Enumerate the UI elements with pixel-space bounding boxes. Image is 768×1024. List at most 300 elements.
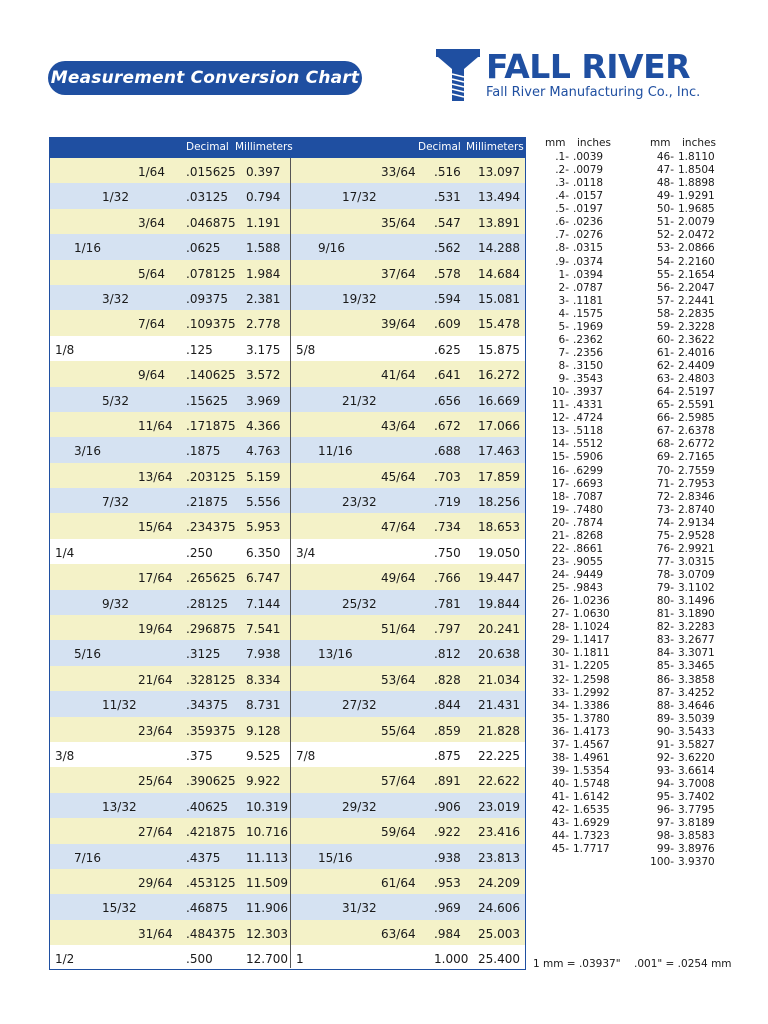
mm-value: 77- <box>656 555 674 568</box>
inch-value: 1.8110 <box>678 151 715 163</box>
left-mm-cell: 12.700 <box>246 952 288 967</box>
mm-value: 28- <box>551 621 569 634</box>
inch-value: 1.1417 <box>573 634 610 647</box>
mm-conversion-row <box>533 634 613 647</box>
mm-conversion-row <box>638 216 718 229</box>
header-mm-right: Millimeters <box>466 141 524 153</box>
table-row <box>50 691 525 716</box>
right-f64-cell: 45/64 <box>381 469 416 484</box>
brand-name: FALL RIVER <box>486 47 691 86</box>
mm-value: 42- <box>551 804 569 817</box>
inch-value: .0236 <box>573 216 604 229</box>
table-row <box>50 869 525 894</box>
mm-conversion-row <box>638 295 718 308</box>
inch-value: 3.5827 <box>678 738 715 751</box>
mm-value: .4- <box>555 190 569 203</box>
mm-conversion-row <box>638 804 718 817</box>
inch-value: .0118 <box>573 177 604 190</box>
mm-conversion-row <box>638 347 718 360</box>
inch-value: 1.4173 <box>573 725 610 738</box>
mm-conversion-row <box>638 634 718 647</box>
mm-conversion-row <box>533 752 613 765</box>
mm-conversion-row <box>533 164 613 177</box>
left-dec-cell: .109375 <box>186 317 236 332</box>
inch-value: 1.0630 <box>573 608 610 621</box>
inch-value: 1.1024 <box>573 621 610 634</box>
mm-conversion-row <box>638 517 718 530</box>
mm-value: 5- <box>558 320 569 333</box>
mm-conversion-row <box>533 308 613 321</box>
inch-value: 2.3622 <box>678 333 715 346</box>
inch-value: 1.6535 <box>573 804 610 817</box>
mm-conversion-row <box>533 216 613 229</box>
left-f32-cell: 5/32 <box>102 393 129 408</box>
mm-conversion-row <box>533 804 613 817</box>
mm-conversion-row <box>638 190 718 203</box>
mm-value: 80- <box>656 595 674 608</box>
inch-value: 3.8189 <box>678 817 715 830</box>
right-dec-cell: .594 <box>434 291 461 306</box>
mm-value: 87- <box>656 686 674 699</box>
left-f16-cell: 1/16 <box>74 241 101 256</box>
inch-value: 1.5354 <box>573 764 610 777</box>
left-mm-cell: 10.319 <box>246 799 288 814</box>
mm-value: 60- <box>656 333 674 346</box>
mm-conversion-row <box>533 177 613 190</box>
left-dec-cell: .296875 <box>186 622 236 637</box>
table-row <box>50 767 525 792</box>
right-dec-cell: .719 <box>434 495 461 510</box>
mm-conversion-row <box>638 438 718 451</box>
right-mm-cell: 15.478 <box>478 317 520 332</box>
inch-value: .0197 <box>573 203 604 216</box>
inch-value: .0276 <box>573 229 604 242</box>
inch-value: .8268 <box>573 529 604 542</box>
mm-conversion-row <box>638 569 718 582</box>
inch-value: .1969 <box>573 320 604 333</box>
inch-value: .0787 <box>573 281 604 294</box>
mm-value: 37- <box>551 738 569 751</box>
table-row <box>50 742 525 767</box>
mm-conversion-row <box>638 451 718 464</box>
mm-conversion-row <box>533 504 613 517</box>
mm-conversion-row <box>533 321 613 334</box>
right-f32-cell: 25/32 <box>342 596 377 611</box>
table-row <box>50 234 525 259</box>
inch-value: 3.6614 <box>678 764 715 777</box>
table-row <box>50 209 525 234</box>
mm-value: 12- <box>551 412 569 425</box>
mm-conversion-row <box>638 269 718 282</box>
mm-value: 63- <box>656 373 674 386</box>
right-f64-cell: 59/64 <box>381 825 416 840</box>
left-f64-cell: 1/64 <box>138 165 165 179</box>
inch-value: 3.3071 <box>678 647 715 660</box>
mm-value: 97- <box>656 817 674 830</box>
right-dec-cell: 1.000 <box>434 952 469 967</box>
right-mm-cell: 16.272 <box>478 368 520 383</box>
mm-value: 43- <box>551 817 569 830</box>
table-row <box>50 260 525 285</box>
table-row <box>50 818 525 843</box>
left-dec-cell: .453125 <box>186 875 236 890</box>
inch-value: 1.9291 <box>678 190 715 203</box>
mm-conversion-row <box>638 530 718 543</box>
inch-value: 3.9370 <box>678 856 715 869</box>
mm-value: 69- <box>656 451 674 464</box>
mm-value: 18- <box>551 490 569 503</box>
mm-conversion-row <box>638 817 718 830</box>
brand-subtitle: Fall River Manufacturing Co., Inc. <box>486 85 701 100</box>
left-mm-cell: 3.969 <box>246 393 281 408</box>
mm-conversion-row <box>638 164 718 177</box>
left-f64-cell: 23/64 <box>138 723 173 738</box>
left-mm-cell: 9.922 <box>246 774 281 789</box>
left-f64-cell: 25/64 <box>138 774 173 789</box>
inch-value: 1.9685 <box>678 203 715 216</box>
right-dec-cell: .812 <box>434 647 461 662</box>
left-mm-cell: 0.794 <box>246 190 281 205</box>
right-mm-cell: 21.828 <box>478 723 520 738</box>
mm-conversion-row <box>533 595 613 608</box>
mm-conversion-row <box>638 491 718 504</box>
inch-value: 3.7008 <box>678 778 715 790</box>
left-mm-cell: 9.128 <box>246 723 281 738</box>
mm-value: 52- <box>656 229 674 242</box>
inch-value: 2.9528 <box>678 529 715 542</box>
mm-conversion-row <box>638 726 718 739</box>
mm-conversion-row <box>533 621 613 634</box>
left-mm-cell: 11.113 <box>246 850 288 865</box>
table-row <box>50 158 525 183</box>
inch-value: 3.5039 <box>678 712 715 725</box>
mm-value: 13- <box>551 425 569 438</box>
mm-conversion-row <box>533 242 613 255</box>
right-f32-cell: 31/32 <box>342 901 377 916</box>
inch-value: .7874 <box>573 516 604 529</box>
mm-conversion-row <box>533 347 613 360</box>
right-f32-cell: 29/32 <box>342 799 377 814</box>
left-mm-cell: 6.747 <box>246 571 281 586</box>
mm-conversion-row <box>533 386 613 399</box>
mm-conversion-row <box>638 830 718 843</box>
right-f64-cell: 55/64 <box>381 723 416 738</box>
mm-value: 76- <box>656 542 674 555</box>
left-dec-cell: .28125 <box>186 596 228 611</box>
mm-value: 45- <box>551 843 569 856</box>
inch-value: .1575 <box>573 307 604 320</box>
right-mm-cell: 15.875 <box>478 342 520 357</box>
mm-value: 19- <box>551 503 569 516</box>
left-mm-cell: 4.366 <box>246 418 281 433</box>
right-f32-cell: 23/32 <box>342 495 377 510</box>
right-dec-cell: .547 <box>434 215 461 230</box>
mm-conversion-row <box>638 700 718 713</box>
mm-value: 50- <box>656 203 674 216</box>
inch-value: .2356 <box>573 346 604 359</box>
table-row <box>50 640 525 665</box>
left-dec-cell: .40625 <box>186 799 228 814</box>
mm-value: 99- <box>656 843 674 856</box>
mm-conversion-row <box>638 687 718 700</box>
mm-conversion-row <box>533 412 613 425</box>
right-f64-cell: 41/64 <box>381 368 416 383</box>
table-row <box>50 361 525 386</box>
inch-value: 3.8583 <box>678 830 715 843</box>
left-f8-cell: 1/2 <box>55 952 75 967</box>
mm-value: 73- <box>656 503 674 516</box>
inch-value: 3.2677 <box>678 634 715 647</box>
inch-value: 3.6220 <box>678 751 715 764</box>
mm-value: 88- <box>656 699 674 712</box>
mm-conversion-row <box>533 151 613 164</box>
inch-value: 3.7402 <box>678 791 715 804</box>
inch-value: .2362 <box>573 333 604 346</box>
right-dec-cell: .875 <box>434 748 461 763</box>
inch-value: 1.3386 <box>573 699 610 712</box>
left-dec-cell: .21875 <box>186 495 228 510</box>
left-f32-cell: 13/32 <box>102 799 137 814</box>
mm-conversion-row <box>533 582 613 595</box>
inch-value: 3.1890 <box>678 608 715 621</box>
inch-value: .1181 <box>573 294 604 307</box>
right-mm-cell: 13.891 <box>478 215 520 230</box>
mm-value: 3- <box>558 294 569 307</box>
header-decimal-right: Decimal <box>418 141 461 153</box>
right-mm-cell: 20.241 <box>478 622 520 637</box>
mm-conversion-row <box>638 556 718 569</box>
mm-value: 7- <box>558 346 569 359</box>
mm-conversion-row <box>638 543 718 556</box>
inch-value: 2.0866 <box>678 242 715 255</box>
left-mm-cell: 5.159 <box>246 469 281 484</box>
mm-conversion-row <box>533 608 613 621</box>
right-dec-cell: .562 <box>434 241 461 256</box>
inch-value: .6693 <box>573 477 604 490</box>
right-mm-cell: 25.400 <box>478 952 520 967</box>
mm-value: 36- <box>551 725 569 738</box>
mm-conversion-row <box>533 256 613 269</box>
mm-value: 10- <box>551 386 569 399</box>
mm-conversion-row <box>533 465 613 478</box>
right-dec-cell: .906 <box>434 799 461 814</box>
mm-value: 33- <box>551 686 569 699</box>
mm-value: 67- <box>656 425 674 438</box>
left-mm-cell: 11.906 <box>246 901 288 916</box>
mm-value: 98- <box>656 830 674 843</box>
mm-conversion-row <box>533 360 613 373</box>
left-mm-cell: 10.716 <box>246 825 288 840</box>
mm-conversion-row <box>533 687 613 700</box>
mm-conversion-row <box>533 491 613 504</box>
left-dec-cell: .015625 <box>186 165 236 179</box>
mm-conversion-row <box>638 465 718 478</box>
table-row <box>50 793 525 818</box>
inch-value: 2.2441 <box>678 294 715 307</box>
mm-value: 47- <box>656 164 674 177</box>
inch-value: 1.6929 <box>573 817 610 830</box>
mm-conversion-row <box>638 412 718 425</box>
mm-value: 20- <box>551 516 569 529</box>
left-mm-cell: 2.778 <box>246 317 281 332</box>
mm-value: 46- <box>656 151 674 163</box>
left-dec-cell: .1875 <box>186 444 221 459</box>
mm-conversion-row <box>533 229 613 242</box>
right-mm-cell: 22.622 <box>478 774 520 789</box>
mm-value: 62- <box>656 360 674 372</box>
right-f64-cell: 63/64 <box>381 926 416 941</box>
mm-conversion-row <box>638 582 718 595</box>
right-dec-cell: .703 <box>434 469 461 484</box>
left-dec-cell: .500 <box>186 952 213 967</box>
mm-value: 22- <box>551 542 569 555</box>
mm-conversion-row <box>638 256 718 269</box>
right-f8-cell: 1 <box>296 952 304 967</box>
mm-value: 41- <box>551 791 569 804</box>
left-dec-cell: .0625 <box>186 241 221 256</box>
mm-conversion-row <box>533 530 613 543</box>
mm-value: 17- <box>551 477 569 490</box>
header-decimal-left: Decimal <box>186 141 229 153</box>
inch-value: 2.4409 <box>678 360 715 372</box>
mm-conversion-row <box>638 856 718 869</box>
mm-conversion-row <box>533 660 613 673</box>
mm-conversion-row <box>638 242 718 255</box>
mm-conversion-row <box>533 295 613 308</box>
mm-value: 38- <box>551 751 569 764</box>
inch-value: .3543 <box>573 373 604 386</box>
inch-value: .7087 <box>573 490 604 503</box>
left-dec-cell: .046875 <box>186 215 236 230</box>
table-row <box>50 488 525 513</box>
inch-value: 2.0079 <box>678 216 715 229</box>
mm-value: 66- <box>656 412 674 425</box>
inch-value: 3.1496 <box>678 595 715 608</box>
right-f8-cell: 3/4 <box>296 545 316 560</box>
right-f16-cell: 13/16 <box>318 647 353 662</box>
right-f16-cell: 11/16 <box>318 444 353 459</box>
inch-value: .0079 <box>573 164 604 177</box>
right-f64-cell: 35/64 <box>381 215 416 230</box>
mm-conversion-row <box>638 151 718 164</box>
mm-value: 86- <box>656 673 674 686</box>
left-f64-cell: 11/64 <box>138 418 173 433</box>
right-dec-cell: .891 <box>434 774 461 789</box>
right-dec-cell: .828 <box>434 672 461 687</box>
mm-value: 30- <box>551 647 569 660</box>
mm-conversion-row <box>638 425 718 438</box>
right-dec-cell: .969 <box>434 901 461 916</box>
right-f64-cell: 47/64 <box>381 520 416 535</box>
footnote-inch-to-mm: .001" = .0254 mm <box>634 958 732 970</box>
inch-value: 1.7323 <box>573 830 610 843</box>
mm-value: 9- <box>558 373 569 386</box>
mm-conversion-row <box>638 203 718 216</box>
left-mm-cell: 11.509 <box>246 875 288 890</box>
mm-conversion-row <box>533 425 613 438</box>
inch-value: 1.5748 <box>573 778 610 790</box>
inch-value: 1.1811 <box>573 647 610 660</box>
table-row <box>50 666 525 691</box>
mm-value: .8- <box>555 242 569 255</box>
right-f32-cell: 17/32 <box>342 190 377 205</box>
mm-value: 95- <box>656 791 674 804</box>
left-mm-cell: 8.731 <box>246 698 281 713</box>
inch-value: 2.5591 <box>678 399 715 412</box>
inch-value: 3.3858 <box>678 673 715 686</box>
left-dec-cell: .125 <box>186 342 213 357</box>
inch-value: 1.4567 <box>573 738 610 751</box>
left-mm-cell: 7.541 <box>246 622 281 637</box>
mm-conversion-row <box>638 373 718 386</box>
mm-conversion-row <box>533 478 613 491</box>
left-f64-cell: 27/64 <box>138 825 173 840</box>
inch-value: .3937 <box>573 386 604 399</box>
mm-conversion-row <box>533 269 613 282</box>
inch-value: .5512 <box>573 438 604 451</box>
left-dec-cell: .09375 <box>186 291 228 306</box>
mm-value: 40- <box>551 778 569 790</box>
left-f32-cell: 11/32 <box>102 698 137 713</box>
inch-value: 2.7165 <box>678 451 715 464</box>
mm-conversion-row <box>638 177 718 190</box>
table-header <box>50 138 525 158</box>
mm-value: .7- <box>555 229 569 242</box>
mm-conversion-row <box>638 478 718 491</box>
mm-conversion-row <box>638 674 718 687</box>
mm-conversion-row <box>638 791 718 804</box>
inch-value: .9449 <box>573 569 604 581</box>
table-row <box>50 844 525 869</box>
mm-value: 94- <box>656 778 674 790</box>
left-dec-cell: .203125 <box>186 469 236 484</box>
mm-header-1: mm <box>545 137 566 149</box>
mm-conversion-row <box>533 282 613 295</box>
right-dec-cell: .516 <box>434 165 461 179</box>
mm-conversion-row <box>638 739 718 752</box>
mm-value: 84- <box>656 647 674 660</box>
left-f64-cell: 5/64 <box>138 266 165 281</box>
left-mm-cell: 5.953 <box>246 520 281 535</box>
mm-conversion-row <box>533 700 613 713</box>
mm-conversion-row <box>638 621 718 634</box>
mm-conversion-row <box>533 739 613 752</box>
mm-value: 54- <box>656 255 674 268</box>
left-f8-cell: 1/8 <box>55 342 75 357</box>
left-f32-cell: 9/32 <box>102 596 129 611</box>
mm-conversion-row <box>533 830 613 843</box>
right-dec-cell: .953 <box>434 875 461 890</box>
mm-conversion-row <box>533 674 613 687</box>
left-dec-cell: .140625 <box>186 368 236 383</box>
mm-value: 4- <box>558 307 569 320</box>
right-f64-cell: 57/64 <box>381 774 416 789</box>
left-dec-cell: .15625 <box>186 393 228 408</box>
right-f32-cell: 27/32 <box>342 698 377 713</box>
left-f64-cell: 3/64 <box>138 215 165 230</box>
right-dec-cell: .641 <box>434 368 461 383</box>
mm-conversion-row <box>638 360 718 373</box>
mm-value: 70- <box>656 464 674 477</box>
right-dec-cell: .922 <box>434 825 461 840</box>
left-mm-cell: 12.303 <box>246 926 288 941</box>
mm-conversion-row <box>638 752 718 765</box>
table-row <box>50 590 525 615</box>
inch-value: 2.9921 <box>678 542 715 555</box>
left-dec-cell: .03125 <box>186 190 228 205</box>
left-dec-cell: .3125 <box>186 647 221 662</box>
page-title: Measurement Conversion Chart <box>48 61 362 95</box>
